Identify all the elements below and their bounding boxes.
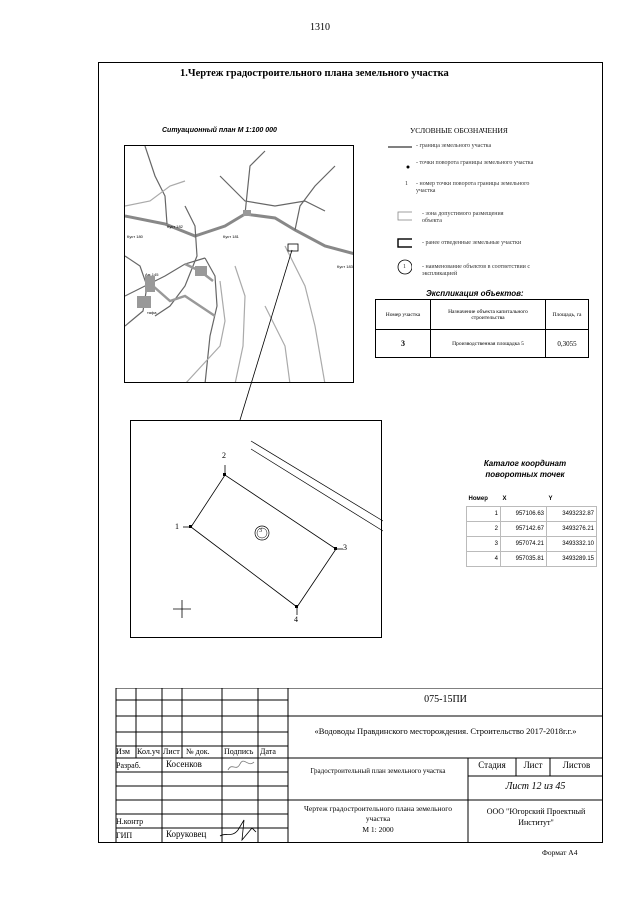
legend-turn-points-text: - точки поворота границы земельного участка: [416, 160, 534, 166]
catalog-cell-x: 957074.21: [501, 537, 547, 552]
map-label-am-145: Ам-145: [145, 272, 159, 277]
catalog-header-x: X: [502, 496, 507, 502]
point-label-1: 1: [175, 522, 179, 531]
catalog-cell-x: 957106.63: [501, 507, 547, 522]
catalog-cell-x: 957035.81: [501, 552, 547, 567]
gip-signature: [218, 818, 258, 842]
document-title: Градостроительный план земельного участка: [310, 767, 446, 775]
drawing-scale: М 1: 2000: [362, 825, 394, 834]
company-name: ООО "Югорский Проектный Институт": [486, 807, 586, 827]
explication-header-number: Номер участка: [376, 300, 431, 330]
catalog-row: [467, 507, 597, 522]
map-label-tafa: тафа: [147, 310, 157, 315]
sheet-title: 1.Чертеж градостроительного плана земельного участка: [180, 68, 449, 79]
catalog-cell-y: 3493289.15: [547, 552, 597, 567]
catalog-row: [467, 522, 597, 537]
col-header-kol-uch: Кол.уч: [137, 747, 160, 756]
gip-role: ГИП: [116, 831, 133, 840]
sheets-header: Листов: [562, 760, 591, 770]
document-code: 075-15ПИ: [424, 694, 467, 705]
legend-object-text: - наименование объектов в соответствии с экспликацией: [422, 264, 531, 277]
gip-name: Коруковец: [166, 829, 207, 839]
catalog-cell-number: 1: [467, 507, 501, 522]
catalog-cell-number: 4: [467, 552, 501, 567]
norm-control-role: Н.контр: [116, 817, 144, 826]
explication-cell-number: 3: [376, 330, 431, 358]
map-label-kust-180: Куст 180: [127, 234, 143, 239]
legend-allotted-text: - ранее отведенные земельные участки: [422, 240, 522, 246]
catalog-cell-number: 3: [467, 537, 501, 552]
catalog-cell-x: 957142.67: [501, 522, 547, 537]
developer-role: Разраб.: [116, 761, 141, 770]
point-label-2: 2: [222, 451, 226, 460]
legend-boundary-text: - граница земельного участка: [416, 143, 492, 149]
legend-object-symbol: 1: [403, 264, 406, 270]
title-block: [98, 688, 603, 843]
point-label-4: 4: [294, 615, 298, 624]
catalog-header-y: Y: [548, 496, 553, 502]
catalog-cell-y: 3493276.21: [547, 522, 597, 537]
catalog-header-number: Номер: [468, 496, 488, 502]
explication-title: Экспликация объектов:: [426, 289, 524, 298]
sheet-number: Лист 12 из 45: [505, 781, 566, 792]
col-header-doc-number: № док.: [186, 747, 210, 756]
legend-zone-text: - зона допустимого размещения объекта: [422, 211, 504, 224]
catalog-table: [466, 492, 597, 567]
situation-plan-title: Ситуационный план М 1:100 000: [162, 127, 277, 134]
explication-header-purpose: Назначение объекта капитального строительства: [431, 300, 546, 330]
col-header-signature: Подпись: [224, 747, 254, 756]
map-label-kust-181: Куст 181: [223, 234, 239, 239]
col-header-izm: Изм: [116, 747, 130, 756]
map-label-kust-183: Куст 183: [337, 264, 353, 269]
stage-header: Стадия: [478, 760, 506, 770]
project-name: «Водоводы Правдинского месторождения. Строительство 2017-2018г.г.»: [314, 726, 577, 736]
point-label-3: 3: [343, 543, 347, 552]
catalog-cell-y: 3493332.10: [547, 537, 597, 552]
legend-title: УСЛОВНЫЕ ОБОЗНАЧЕНИЯ: [410, 126, 508, 135]
explication-cell-area: 0,3055: [546, 330, 589, 358]
col-header-list: Лист: [163, 747, 180, 756]
catalog-cell-number: 2: [467, 522, 501, 537]
page-number: 1310: [310, 22, 330, 33]
plot-drawing: [130, 420, 382, 638]
map-label-kust-182: Куст 182: [167, 224, 183, 229]
object-number-label: 3: [259, 528, 262, 534]
col-header-date: Дата: [260, 747, 276, 756]
developer-signature: [226, 760, 256, 772]
legend-point-number-text: - номер точки поворота границы земельного участка: [416, 181, 530, 194]
explication-table: [375, 299, 589, 358]
catalog-row: [467, 552, 597, 567]
format-label: Формат А4: [542, 848, 578, 857]
explication-header-area: Площадь, га: [546, 300, 589, 330]
drawing-title: Чертеж градостроительного плана земельного участка: [304, 804, 452, 823]
sheet-header: Лист: [523, 760, 543, 770]
explication-cell-purpose: Производственная площадка 5: [431, 330, 546, 358]
legend-point-number-symbol: 1: [405, 181, 408, 187]
developer-name: Косенков: [166, 759, 202, 769]
catalog-cell-y: 3493232.87: [547, 507, 597, 522]
legend: [372, 140, 592, 290]
catalog-title: Каталог координат поворотных точек: [483, 459, 567, 479]
catalog-row: [467, 537, 597, 552]
